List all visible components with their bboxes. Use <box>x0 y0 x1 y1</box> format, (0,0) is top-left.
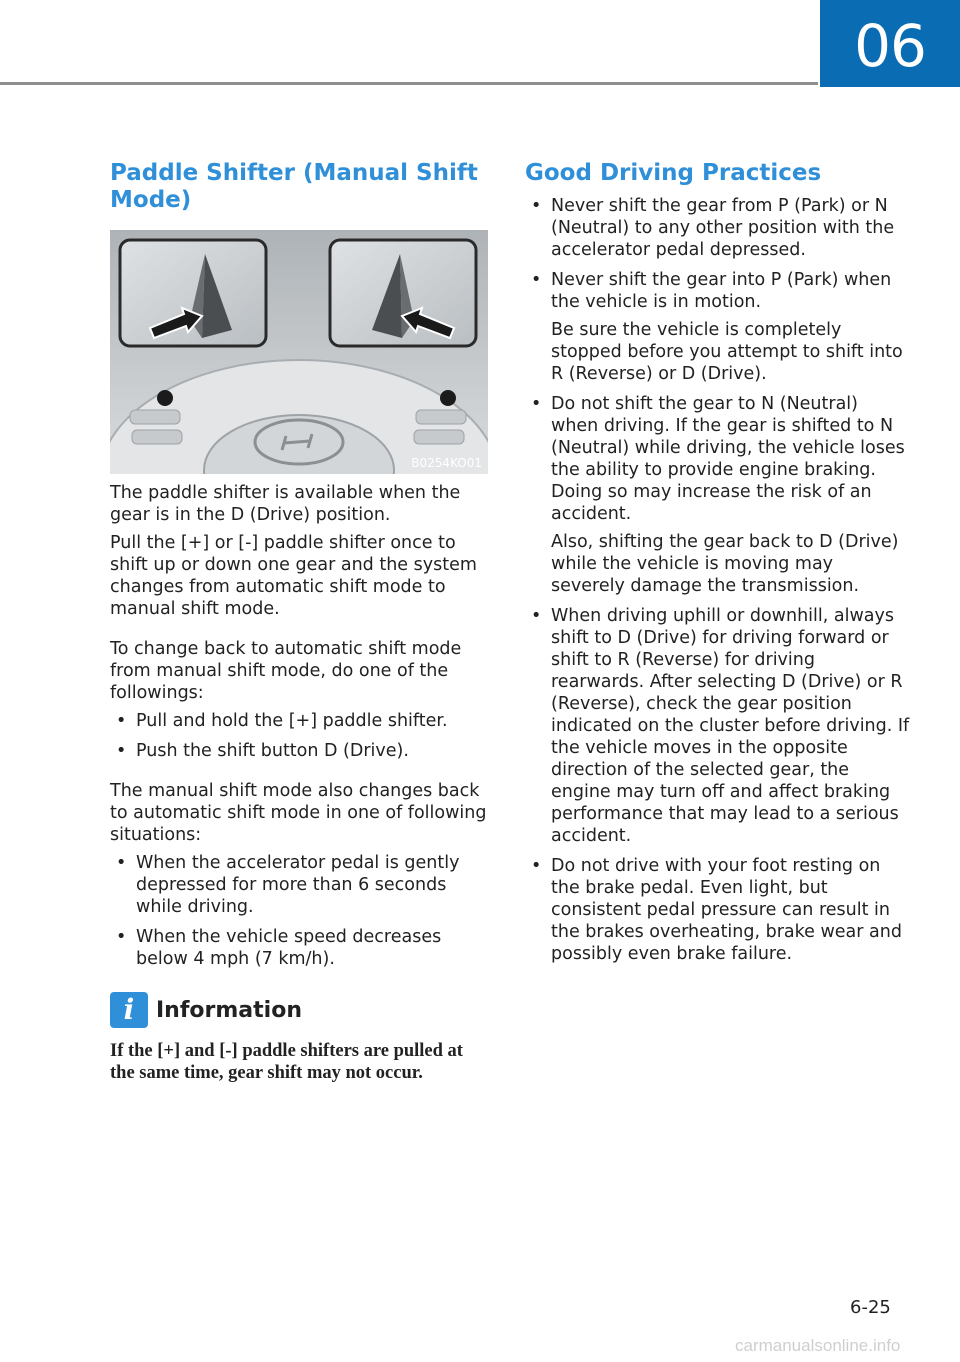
section-title-good-driving: Good Driving Practices <box>525 160 822 186</box>
section-title-paddle-shifter: Paddle Shifter (Manual Shift Mode) <box>110 160 478 213</box>
list-item: • Do not drive with your foot resting on the brake pedal. Even light, but consistent pedal pressure can result in the brakes overheating, brake wear and possibly even brake failure. <box>531 856 902 964</box>
list-item: • When the accelerator pedal is gently depressed for more than 6 seconds while driving. <box>116 853 460 917</box>
paragraph-pull-paddle: Pull the [+] or [-] paddle shifter once to shift up or down one gear and the system changes from automatic shift mode to manual shift mode. <box>110 533 477 619</box>
watermark: carmanualsonline.info <box>735 1336 901 1355</box>
list-item: • Push the shift button D (Drive). <box>116 741 409 761</box>
list-item: • Pull and hold the [+] paddle shifter. <box>116 711 448 731</box>
list-item: • Never shift the gear into P (Park) when the vehicle is in motion. Be sure the vehicle is completely stopped before you attempt to shift into R (Reverse) or D (Drive). <box>531 270 903 384</box>
chapter-tab <box>820 0 960 87</box>
list-item: • When the vehicle speed decreases below 4 mph (7 km/h). <box>116 927 442 969</box>
page-number: 6-25 <box>850 1297 891 1318</box>
auto-return-list <box>110 852 490 970</box>
information-box <box>110 992 490 1084</box>
figure-code: B0254KO01 <box>411 456 482 470</box>
right-column <box>525 160 910 973</box>
chapter-number: 06 <box>854 12 926 80</box>
paragraph-auto-return: The manual shift mode also changes back to automatic shift mode in one of following situations: <box>110 781 487 845</box>
list-item: • Do not shift the gear to N (Neutral) when driving. If the gear is shifted to N (Neutral) while driving, the vehicle loses the ability to provide engine braking. Doing so may increase the risk of an accident. Also, shifting the gear back to D (Drive) while the vehicle is moving may severely damage the transmission. <box>531 394 905 596</box>
driving-practices-list <box>525 195 910 965</box>
list-item: • When driving uphill or downhill, always shift to D (Drive) for driving forward or shift to R (Reverse) for driving rearwards. After selecting D (Drive) or R (Reverse), check the gear position indicated on the cluster before driving. If the vehicle moves in the opposite direction of the selected gear, the engine may turn off and affect braking performance that may lead to a serious accident. <box>531 606 910 846</box>
paddle-shifter-figure <box>110 230 488 474</box>
header-rule <box>0 82 818 85</box>
paragraph-change-back: To change back to automatic shift mode from manual shift mode, do one of the followings: <box>110 639 462 703</box>
change-back-list <box>110 710 490 762</box>
information-icon: i <box>110 992 148 1028</box>
steering-wheel-illustration <box>110 230 488 474</box>
information-text: If the [+] and [-] paddle shifters are pulled at the same time, gear shift may not occur. <box>110 1041 463 1083</box>
information-title: Information <box>156 997 302 1023</box>
paragraph-availability: The paddle shifter is available when the gear is in the D (Drive) position. <box>110 483 461 525</box>
left-column <box>110 160 490 1084</box>
list-item: • Never shift the gear from P (Park) or N (Neutral) to any other position with the accelerator pedal depressed. <box>531 196 895 260</box>
